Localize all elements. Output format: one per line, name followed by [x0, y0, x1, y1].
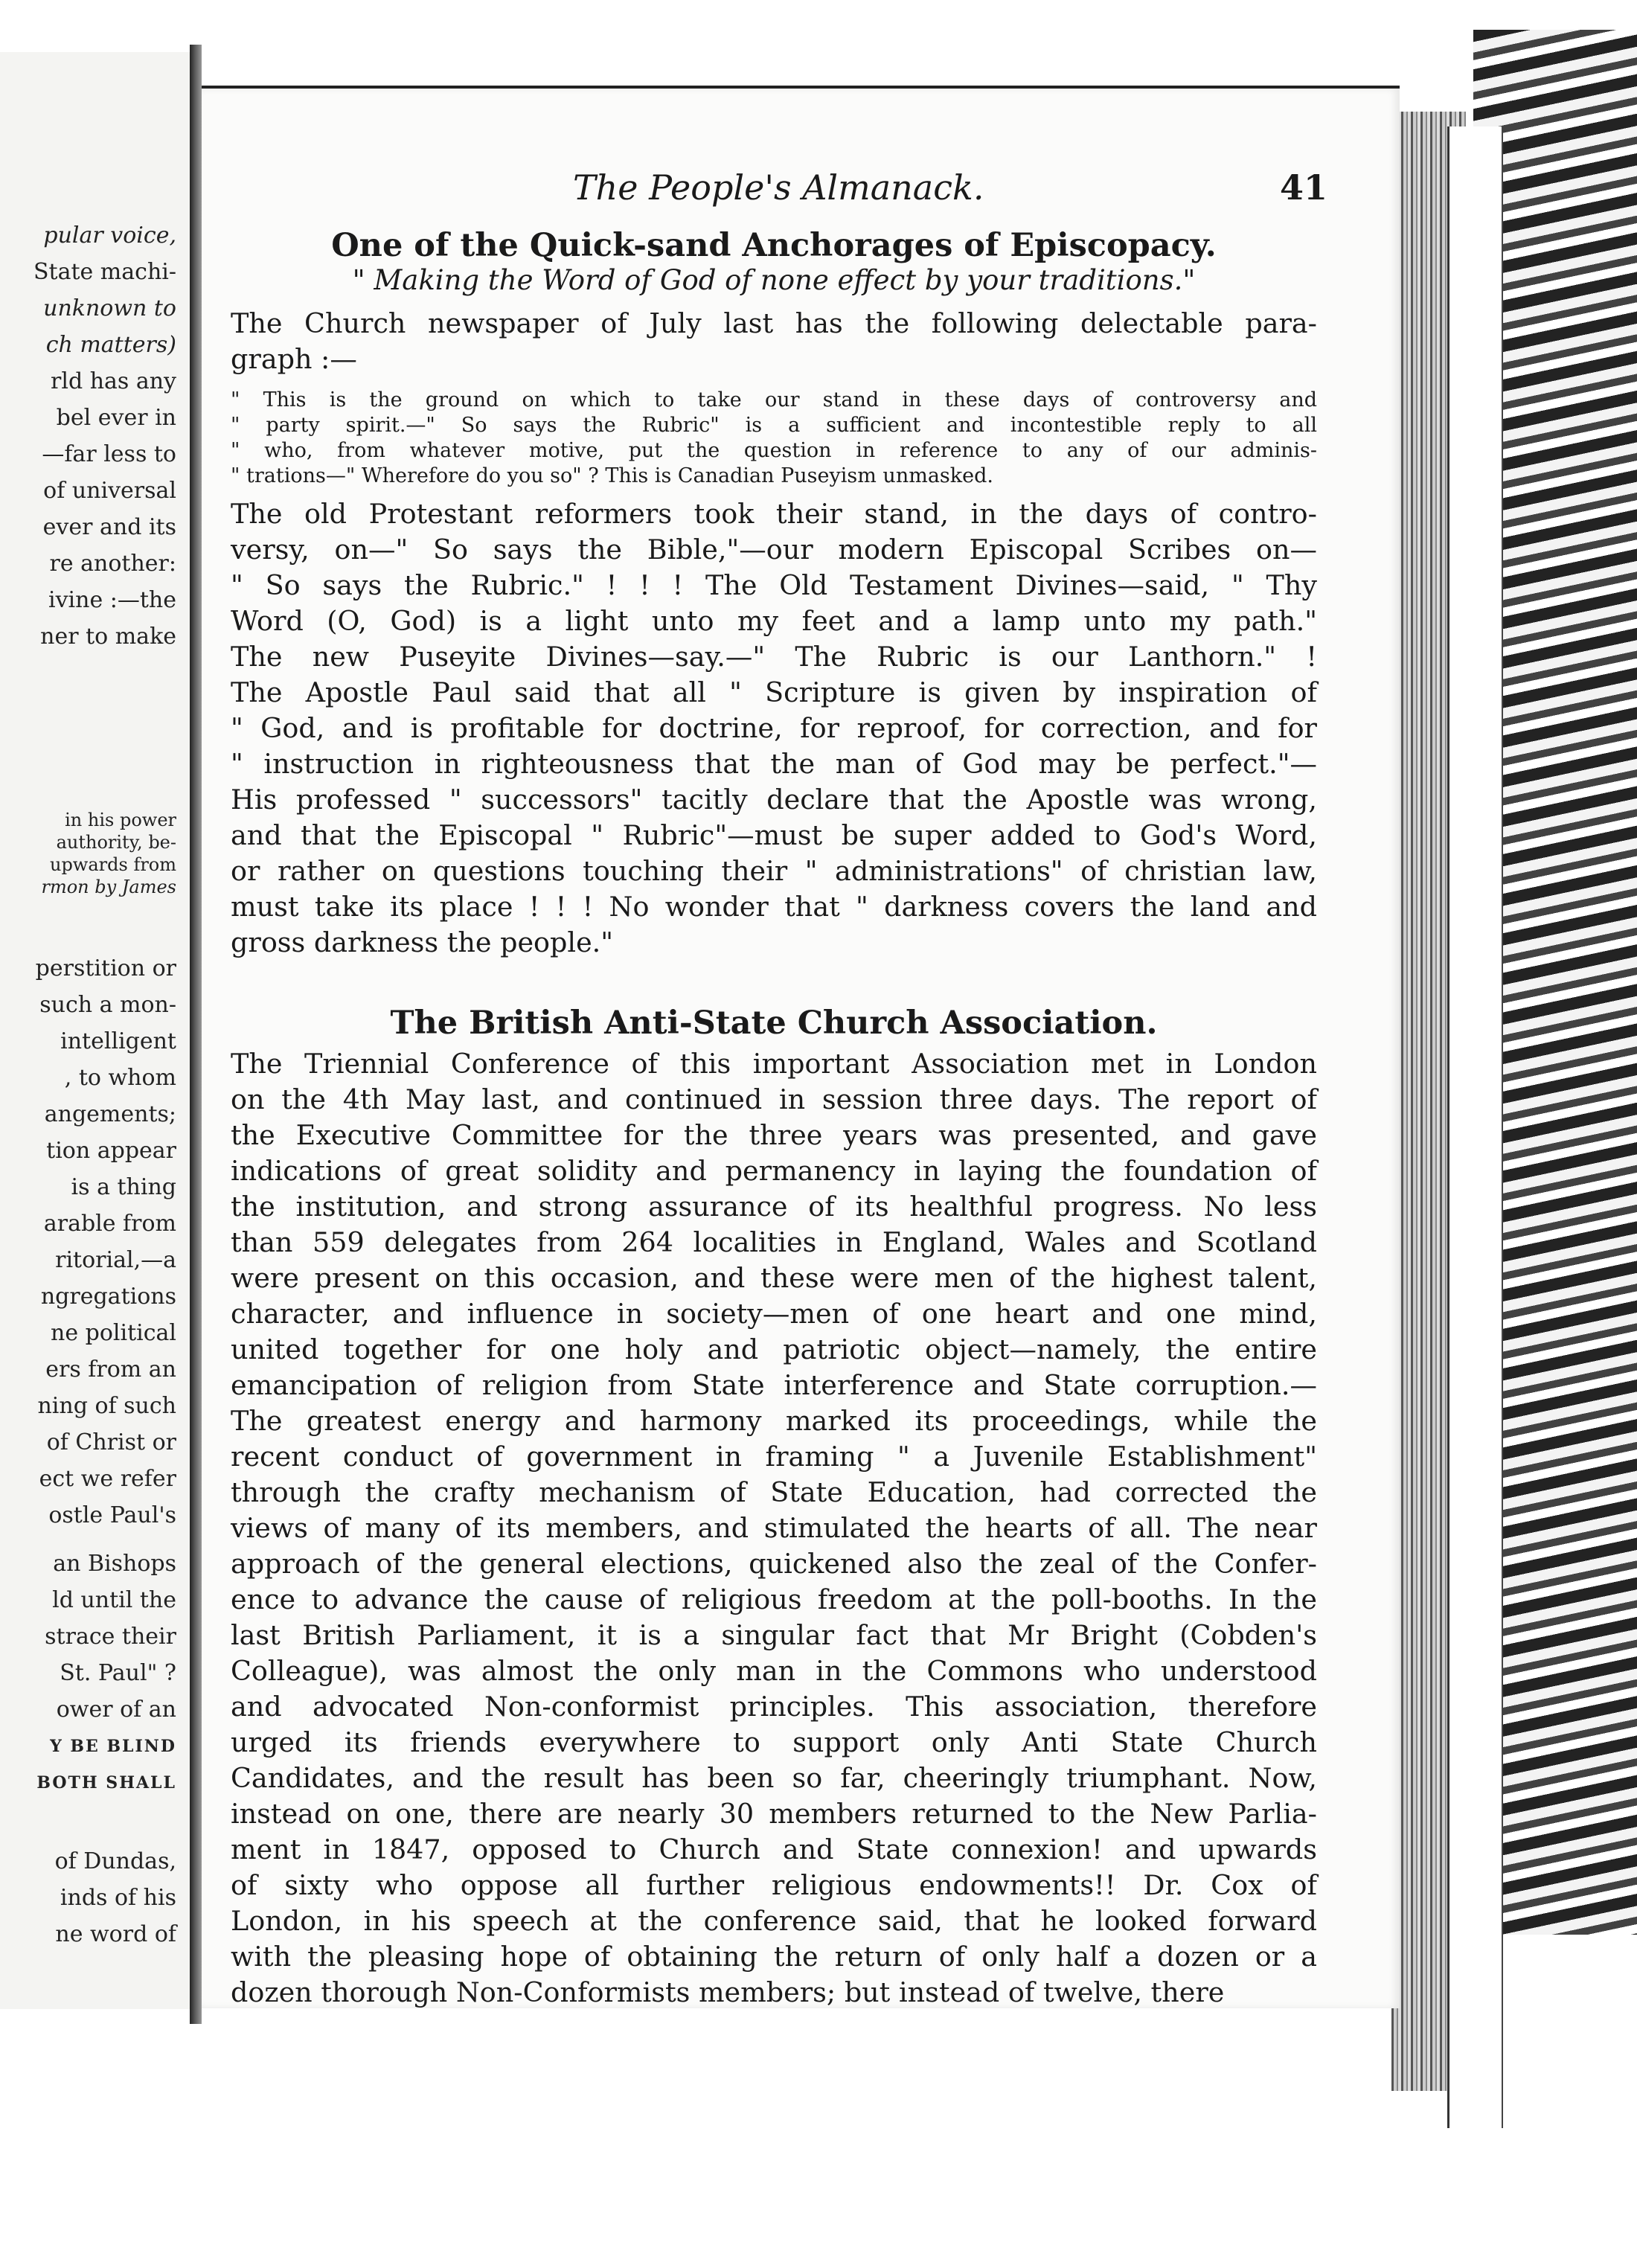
left-page-line: such a mon- [39, 992, 176, 1018]
article-intro [231, 306, 1317, 377]
left-page-line: , to whom [64, 1065, 176, 1091]
text-line: Candidates, and the result has been so far, cheeringly triumphant. Now, [231, 1762, 1317, 1794]
text-line: than 559 delegates from 264 localities in England, Wales and Scotland [231, 1226, 1317, 1258]
text-line: character, and influence in society—men of one heart and one mind, [231, 1298, 1317, 1330]
left-page-line: ever and its [42, 514, 176, 540]
text-line: and advocated Non-conformist principles. This association, therefore [231, 1691, 1317, 1723]
text-line: graph :— [231, 343, 357, 375]
text-line: and that the Episcopal " Rubric"—must be super added to God's Word, [231, 819, 1317, 851]
text-line: ment in 1847, opposed to Church and State connexion! and upwards [231, 1833, 1317, 1865]
text-line: The old Protestant reformers took their stand, in the days of contro- [231, 498, 1317, 530]
quote-line: " trations—" Wherefore do you so" ? This is Canadian Puseyism unmasked. [231, 464, 993, 487]
left-page-line: perstition or [35, 955, 176, 981]
left-page-line: of universal [43, 478, 176, 504]
left-page-line: ivine :—the [48, 587, 176, 613]
left-page-line: ers from an [45, 1356, 176, 1383]
left-page-line: of Dundas, [54, 1848, 176, 1874]
text-line: London, in his speech at the conference said, that he looked forward [231, 1905, 1317, 1937]
left-page-line: ld until the [52, 1587, 176, 1613]
article-title: The British Anti-State Church Association. [390, 1005, 1158, 1042]
text-line: His professed " successors" tacitly declare that the Apostle was wrong, [231, 784, 1317, 816]
left-page-line: ritorial,—a [55, 1247, 176, 1273]
text-line: " God, and is profitable for doctrine, for reproof, for correction, and for [231, 712, 1317, 744]
left-page-line: ngregations [40, 1284, 176, 1310]
left-page-line: is a thing [71, 1174, 176, 1200]
cover-board [1447, 126, 1503, 2128]
left-page-line: in his power [65, 810, 176, 830]
text-line: Word (O, God) is a light unto my feet and a lamp unto my path." [231, 605, 1317, 637]
article-body [231, 496, 1317, 961]
left-page-line: BOTH SHALL [36, 1773, 176, 1793]
quote-line: " party spirit.—" So says the Rubric" is a sufficient and incontestible reply to all [231, 414, 1317, 437]
left-page-line: ch matters) [45, 332, 176, 358]
left-page-line: bel ever in [56, 405, 176, 431]
block-quote [231, 388, 1317, 489]
text-line: the Executive Committee for the three years was presented, and gave [231, 1119, 1317, 1151]
left-page-line: strace their [45, 1624, 176, 1650]
text-line: The greatest energy and harmony marked its proceedings, while the [231, 1405, 1317, 1437]
text-line: versy, on—" So says the Bible,"—our modern Episcopal Scribes on— [231, 534, 1317, 566]
left-page-line: intelligent [60, 1028, 176, 1054]
left-page-line: —far less to [42, 441, 176, 467]
left-page-line: inds of his [60, 1885, 176, 1911]
text-line: The Church newspaper of July last has the following delectable para- [231, 307, 1317, 339]
left-page-line: State machi- [33, 259, 176, 285]
text-line: " So says the Rubric." ! ! ! The Old Testament Divines—said, " Thy [231, 569, 1317, 601]
text-line: united together for one holy and patriotic object—namely, the entire [231, 1333, 1317, 1365]
text-line: urged its friends everywhere to support only Anti State Church [231, 1726, 1317, 1758]
text-line: on the 4th May last, and continued in session three days. The report of [231, 1083, 1317, 1115]
left-page-line: rmon by James [41, 877, 176, 897]
left-page-line: authority, be- [56, 832, 176, 853]
text-line: must take its place ! ! ! No wonder that " darkness covers the land and [231, 891, 1317, 923]
left-page-line: upwards from [49, 854, 176, 875]
left-page-line: tion appear [46, 1138, 176, 1164]
text-line: ence to advance the cause of religious freedom at the poll-booths. In the [231, 1583, 1317, 1615]
text-line: views of many of its members, and stimulated the hearts of all. The near [231, 1512, 1317, 1544]
text-line: instead on one, there are nearly 30 members returned to the New Parlia- [231, 1798, 1317, 1830]
text-line: of sixty who oppose all further religious endowments!! Dr. Cox of [231, 1869, 1317, 1901]
left-page-line: St. Paul" ? [60, 1660, 176, 1686]
left-page-line: unknown to [43, 295, 176, 321]
text-line: The Triennial Conference of this important Association met in London [231, 1048, 1317, 1080]
text-line: approach of the general elections, quickened also the zeal of the Confer- [231, 1548, 1317, 1580]
article-epigraph: " Making the Word of God of none effect by your traditions." [352, 264, 1196, 296]
article-body [231, 1046, 1317, 2011]
left-page-line: ne word of [55, 1921, 176, 1947]
running-head: The People's Almanack. [573, 167, 984, 208]
text-line: with the pleasing hope of obtaining the return of only half a dozen or a [231, 1941, 1317, 1973]
left-page-line: ect we refer [39, 1466, 176, 1492]
text-line: The new Puseyite Divines—say.—" The Rubric is our Lanthorn." ! [231, 641, 1317, 673]
left-page-line: ner to make [40, 624, 176, 650]
article-anti-state-church [231, 1005, 1317, 2011]
text-line: " instruction in righteousness that the man of God may be perfect."— [231, 748, 1317, 780]
quote-line: " This is the ground on which to take our stand in these days of controversy and [231, 388, 1317, 411]
left-page-line: arable from [43, 1211, 176, 1237]
left-page-line: re another: [49, 551, 176, 577]
text-line: were present on this occasion, and these were men of the highest talent, [231, 1262, 1317, 1294]
text-line: dozen thorough Non-Conformists members; but instead of twelve, there [231, 1976, 1225, 2008]
left-page-line: an Bishops [53, 1551, 176, 1577]
left-page-line: pular voice, [43, 222, 176, 249]
quote-line: " who, from whatever motive, put the question in reference to any of our adminis- [231, 439, 1317, 462]
left-page-line: of Christ or [46, 1429, 176, 1455]
page-number: 41 [1280, 167, 1328, 208]
left-page-line: ower of an [56, 1697, 176, 1723]
text-line: last British Parliament, it is a singular fact that Mr Bright (Cobden's [231, 1619, 1317, 1651]
text-line: through the crafty mechanism of State Education, had corrected the [231, 1476, 1317, 1508]
text-line: recent conduct of government in framing " a Juvenile Establishment" [231, 1441, 1317, 1473]
left-page-line: ne political [51, 1320, 176, 1346]
left-page-line: ning of such [37, 1393, 176, 1419]
article-quicksand [231, 227, 1317, 961]
left-page-line: Y BE BLIND [50, 1737, 176, 1756]
text-line: gross darkness the people." [231, 926, 614, 958]
text-line: The Apostle Paul said that all " Scripture is given by inspiration of [231, 676, 1317, 708]
article-title: One of the Quick-sand Anchorages of Episcopacy. [331, 227, 1217, 264]
left-page-line: rld has any [51, 368, 176, 394]
book-gutter [190, 45, 202, 2024]
text-line: or rather on questions touching their " administrations" of christian law, [231, 855, 1317, 887]
text-line: the institution, and strong assurance of its healthful progress. No less [231, 1191, 1317, 1223]
text-line: indications of great solidity and permanency in laying the foundation of [231, 1155, 1317, 1187]
text-line: emancipation of religion from State interference and State corruption.— [231, 1369, 1317, 1401]
left-page-line: ostle Paul's [48, 1502, 176, 1528]
text-line: Colleague), was almost the only man in the Commons who understood [231, 1655, 1317, 1687]
left-page-line: angements; [44, 1101, 176, 1127]
